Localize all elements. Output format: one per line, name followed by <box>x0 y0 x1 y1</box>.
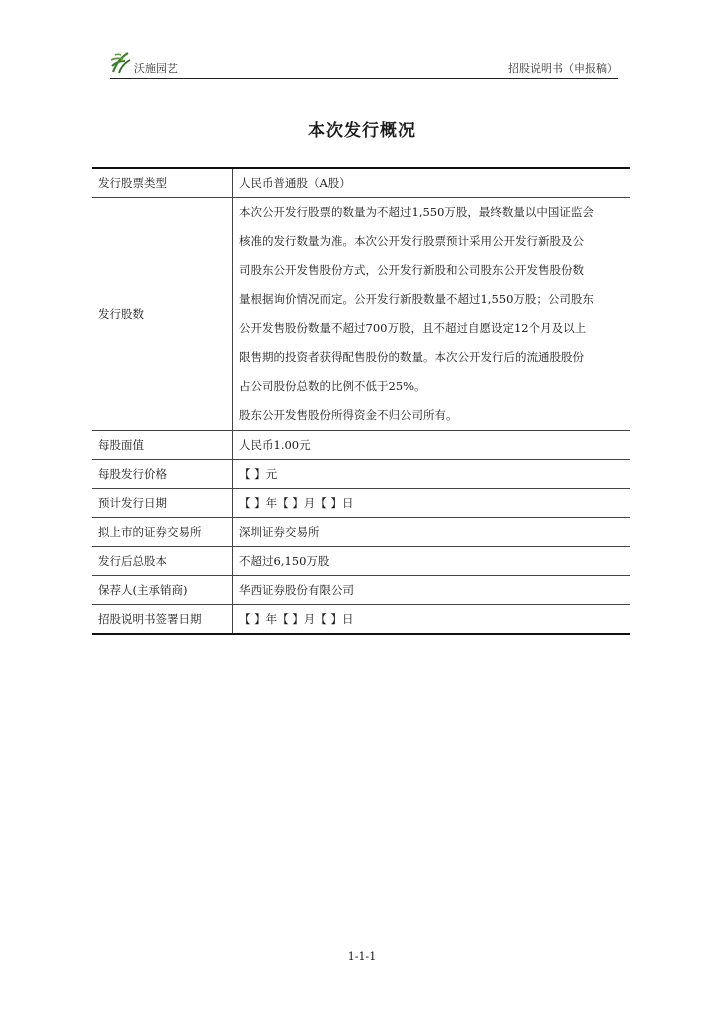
row-label: 每股发行价格 <box>92 460 233 489</box>
row-label: 每股面值 <box>92 431 233 460</box>
paragraph-line: 核准的发行数量为准。本次公开发行股票预计采用公开发行新股及公 <box>239 234 584 248</box>
page-title: 本次发行概况 <box>308 121 416 141</box>
row-value: 【 】年【 】月【 】日 <box>233 489 631 518</box>
table-row <box>92 547 630 576</box>
table-row <box>92 605 630 635</box>
row-value: 人民币普通股（A股） <box>233 168 631 198</box>
paragraph-line: 公开发售股份数量不超过700万股，且不超过自愿设定12个月及以上 <box>239 321 587 335</box>
row-label: 保荐人(主承销商) <box>92 576 233 605</box>
row-value: 【 】年【 】月【 】日 <box>233 605 631 635</box>
row-label: 拟上市的证券交易所 <box>92 518 233 547</box>
table-row <box>92 168 630 198</box>
paragraph-line: 司股东公开发售股份方式，公开发行新股和公司股东公开发售股份数 <box>239 263 584 277</box>
row-value: 华西证券股份有限公司 <box>233 576 631 605</box>
paragraph-line: 量根据询价情况而定。公开发行新股数量不超过1,550万股；公司股东 <box>239 292 594 306</box>
paragraph-line: 限售期的投资者获得配售股份的数量。本次公开发行后的流通股股份 <box>239 350 584 364</box>
row-value: 【 】元 <box>233 460 631 489</box>
table-row <box>92 460 630 489</box>
row-label: 招股说明书签署日期 <box>92 605 233 635</box>
row-label: 发行后总股本 <box>92 547 233 576</box>
row-value-paragraph <box>233 198 631 431</box>
page-header <box>110 48 618 79</box>
row-value: 人民币1.00元 <box>233 431 631 460</box>
paragraph-line: 股东公开发售股份所得资金不归公司所有。 <box>239 408 458 422</box>
offering-summary-table <box>92 167 630 635</box>
company-name: 沃施园艺 <box>134 62 178 75</box>
row-label: 发行股票类型 <box>92 168 233 198</box>
document-title: 招股说明书（申报稿） <box>508 62 618 75</box>
table-row <box>92 489 630 518</box>
row-label: 发行股数 <box>92 198 233 431</box>
row-value: 不超过6,150万股 <box>233 547 631 576</box>
row-label: 预计发行日期 <box>92 489 233 518</box>
page-number: 1-1-1 <box>347 950 377 963</box>
row-value: 深圳证券交易所 <box>233 518 631 547</box>
table-row <box>92 431 630 460</box>
paragraph-line: 占公司股份总数的比例不低于25%。 <box>239 379 426 393</box>
table-row <box>92 198 630 431</box>
company-logo-icon <box>110 50 132 74</box>
table-row <box>92 518 630 547</box>
table-row <box>92 576 630 605</box>
paragraph-line: 本次公开发行股票的数量为不超过1,550万股，最终数量以中国证监会 <box>239 205 594 219</box>
